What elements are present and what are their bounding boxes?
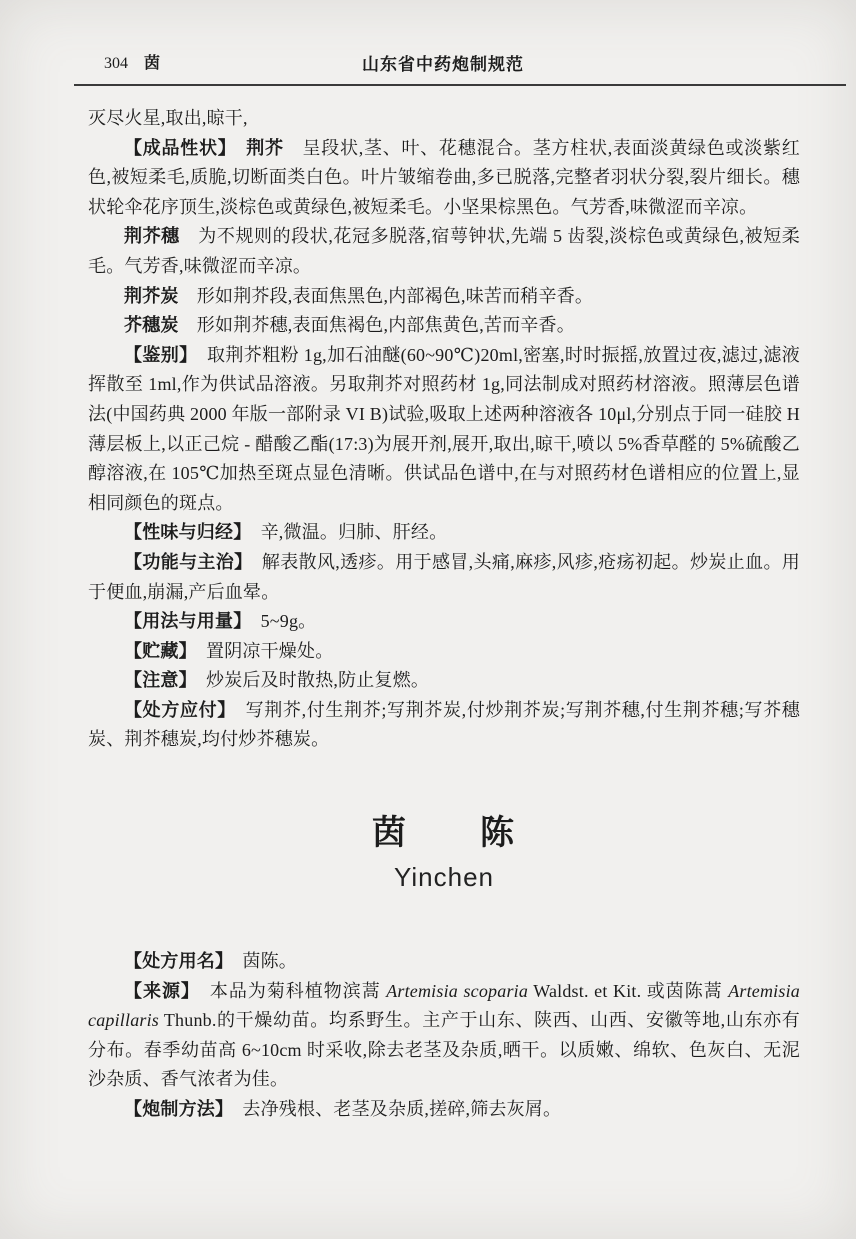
- section-label-run: 【成品性状】: [124, 137, 228, 158]
- paragraph: [88, 607, 800, 637]
- paragraph: [88, 282, 800, 312]
- section-label-run: 【贮藏】: [124, 640, 188, 661]
- section-label-run: 【来源】: [124, 980, 191, 1001]
- section-label-run: 【注意】: [124, 670, 188, 691]
- text-run: 炒炭后及时散热,防止复燃。: [187, 670, 430, 691]
- latin-name-run: Artemisia capillaris: [88, 980, 800, 1031]
- book-title: 山东省中药炮制规范: [362, 55, 524, 74]
- latin-name-run: Artemisia scoparia: [386, 980, 529, 1001]
- text-run: Thunb.的干燥幼苗。均系野生。主产于山东、陕西、山西、安徽等地,山东亦有分布。春季幼苗高 6~10cm 时采收,除去老茎及杂质,晒干。以质嫩、绵软、色灰白、无泥沙杂质、香气浓者为佳。: [88, 1010, 800, 1090]
- section-label-run: 【用法与用量】: [124, 611, 243, 632]
- section-label-run: 荆芥: [227, 137, 284, 158]
- text-run: 灭尽火星,取出,晾干,: [88, 108, 248, 128]
- yinchen-entry-title-block: [88, 811, 800, 893]
- text-run: 本品为菊科植物滨蒿: [190, 980, 387, 1001]
- running-head-left: [104, 50, 160, 73]
- paragraph: [88, 1095, 800, 1125]
- section-label-run: 【炮制方法】: [124, 1099, 225, 1120]
- text-run: 置阴凉干燥处。: [187, 640, 334, 661]
- paragraph: [88, 341, 800, 519]
- section-label-run: 荆芥炭: [124, 285, 179, 306]
- text-run: 解表散风,透疹。用于感冒,头痛,麻疹,风疹,疮疡初起。炒炭止血。用于便血,崩漏,产后血晕。: [88, 551, 801, 602]
- section-label-run: 【性味与归经】: [124, 522, 243, 543]
- text-run: 形如荆芥段,表面焦黑色,内部褐色,味苦而稍辛香。: [178, 285, 594, 306]
- text-run: 写荆芥,付生荆芥;写荆芥炭,付炒荆芥炭;写荆芥穗,付生荆芥穗;写芥穗炭、荆芥穗炭,均付炒芥穗炭。: [88, 699, 801, 750]
- text-run: 形如荆芥穗,表面焦褐色,内部焦黄色,苦而辛香。: [178, 315, 575, 336]
- text-run: 取荆芥粗粉 1g,加石油醚(60~90℃)20ml,密塞,时时振摇,放置过夜,滤过,滤液挥散至 1ml,作为供试品溶液。另取荆芥对照药材 1g,同法制成对照药材溶液。照薄层色谱法(中国药典 2000 年版一部附录 VI B)试验,吸取上述两种溶液各 10μl,分别点于同一硅胶 H 薄层板上,以正己烷 - 醋酸乙酯(17:3)为展开剂,展开,取出,晾干,喷以 5%香草醛的 5%硫酸乙醇溶液,在 105℃加热至斑点显色清晰。供试品色谱中,在与对照药材色谱相应的位置上,显相同颜色的斑点。: [88, 344, 800, 513]
- section-label-run: 荆芥穗: [124, 226, 180, 247]
- text-run: 去净残根、老茎及杂质,搓碎,筛去灰屑。: [224, 1099, 562, 1120]
- paragraph: [88, 548, 800, 607]
- text-run: 茵陈。: [224, 951, 298, 972]
- text-run: 为不规则的段状,花冠多脱落,宿萼钟状,先端 5 齿裂,淡棕色或黄绿色,被短柔毛。气芳香,味微涩而辛凉。: [88, 226, 800, 276]
- yinchen-entry-body: [88, 947, 800, 1125]
- paragraph: [88, 134, 800, 223]
- section-label-run: 【处方应付】: [124, 699, 227, 720]
- paragraph: [88, 518, 800, 548]
- paragraph: [88, 311, 800, 341]
- paragraph: [88, 947, 800, 977]
- paragraph: [88, 222, 800, 281]
- text-run: 5~9g。: [242, 611, 317, 632]
- section-label-run: 【功能与主治】: [124, 551, 244, 572]
- section-label-run: 【处方用名】: [124, 951, 225, 972]
- section-label-run: 【鉴别】: [124, 344, 189, 365]
- page-number: 304: [104, 55, 128, 72]
- paragraph: [88, 666, 800, 696]
- entry-title-pinyin: Yinchen: [394, 862, 494, 893]
- section-label-run: 芥穗炭: [124, 315, 179, 336]
- paragraph: [88, 977, 800, 1095]
- running-head-word: 茵: [144, 55, 161, 72]
- page-header: [88, 50, 798, 72]
- jingjie-entry-body: [88, 104, 800, 755]
- paragraph: [88, 637, 800, 667]
- text-run: 辛,微温。归肺、肝经。: [242, 522, 448, 543]
- header-rule: [74, 84, 846, 86]
- text-run: Waldst. et Kit. 或茵陈蒿: [528, 980, 729, 1001]
- page-body: [88, 104, 800, 1125]
- paragraph: [88, 696, 800, 755]
- paragraph: [88, 104, 800, 134]
- entry-title-chinese: 茵 陈: [372, 814, 516, 853]
- text-run: 呈段状,茎、叶、花穗混合。茎方柱状,表面淡黄绿色或淡紫红色,被短柔毛,质脆,切断面类白色。叶片皱缩卷曲,多已脱落,完整者羽状分裂,裂片细长。穗状轮伞花序顶生,淡棕色或黄绿色,被短柔毛。小坚果棕黑色。气芳香,味微涩而辛凉。: [88, 137, 800, 217]
